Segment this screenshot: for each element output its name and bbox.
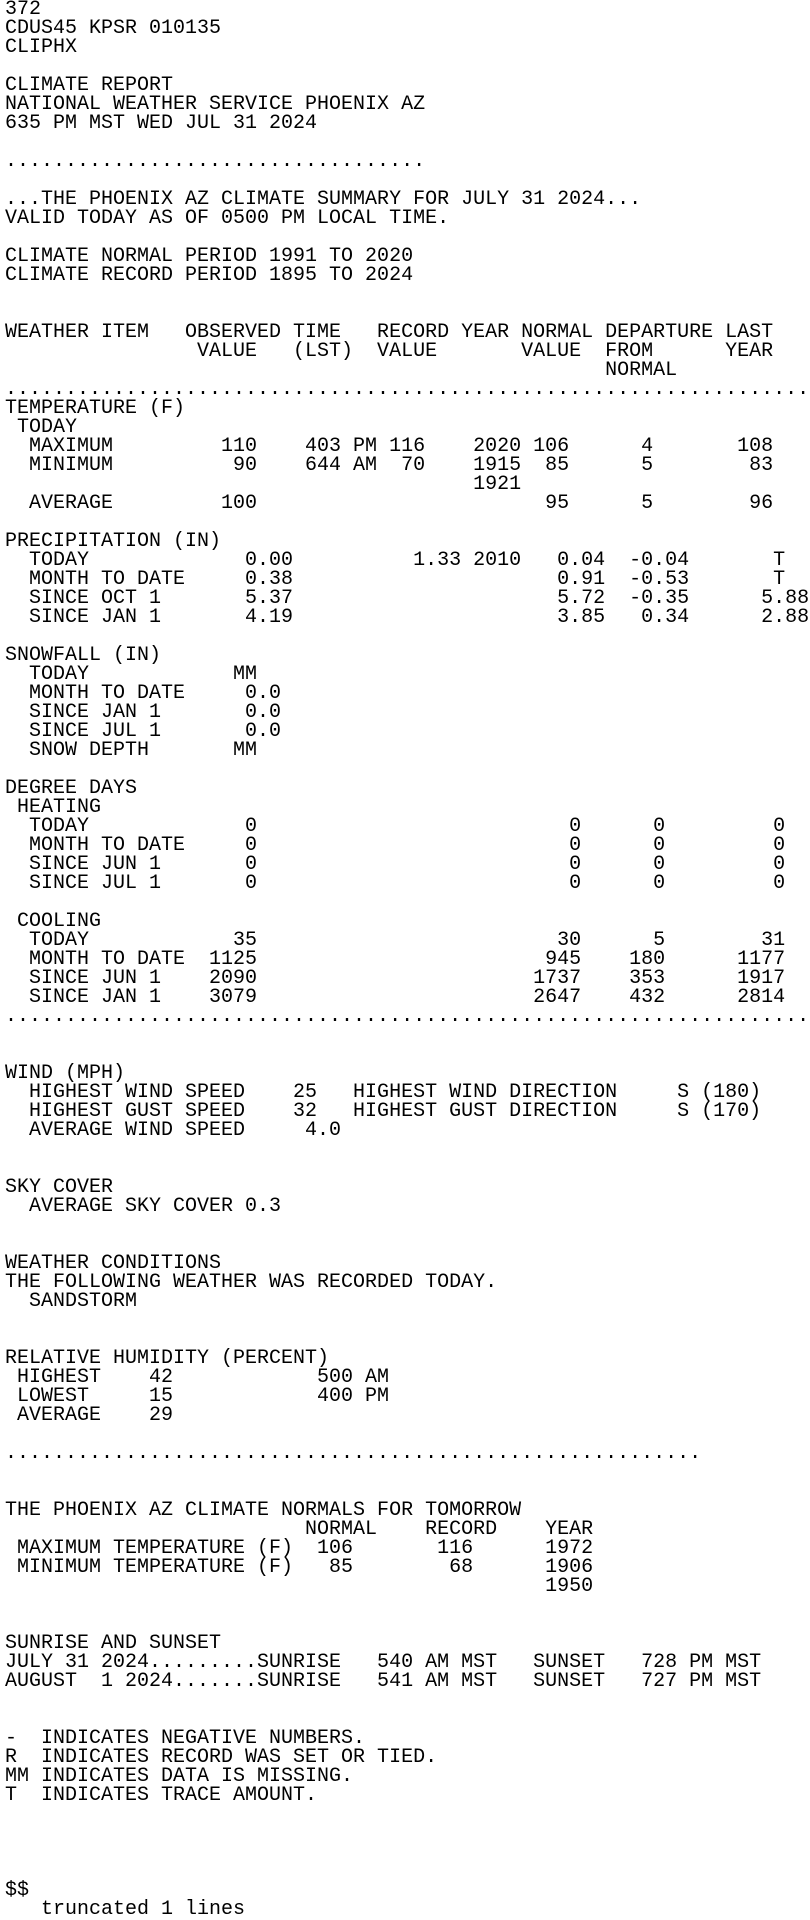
report-line: VALID TODAY AS OF 0500 PM LOCAL TIME. [5,207,450,230]
report-line: CLIPHX [5,36,78,59]
report-line: COOLING [5,910,102,933]
report-line: 1950 [5,1575,594,1598]
report-line: ................................................................... [5,378,810,401]
report-line: HIGHEST GUST SPEED 32 HIGHEST GUST DIRECTION S (170) [5,1100,762,1123]
report-line: SANDSTORM [5,1290,138,1313]
report-line: MAXIMUM TEMPERATURE (F) 106 116 1972 [5,1537,594,1560]
report-line: - INDICATES NEGATIVE NUMBERS. [5,1727,366,1750]
report-line: R INDICATES RECORD WAS SET OR TIED. [5,1746,438,1769]
report-line: AVERAGE SKY COVER 0.3 [5,1195,282,1218]
report-line: TODAY 0.00 1.33 2010 0.04 -0.04 T [5,549,786,572]
report-line: MONTH TO DATE 0 0 0 0 [5,834,786,857]
report-line: WIND (MPH) [5,1062,126,1085]
report-line: MONTH TO DATE 1125 945 180 1177 [5,948,786,971]
report-line: SNOW DEPTH MM [5,739,258,762]
report-line: .......................................................... [5,1442,702,1465]
report-line: ...THE PHOENIX AZ CLIMATE SUMMARY FOR JULY 31 2024... [5,188,642,211]
report-line: CLIMATE NORMAL PERIOD 1991 TO 2020 [5,245,414,268]
report-line: NATIONAL WEATHER SERVICE PHOENIX AZ [5,93,426,116]
report-line: MONTH TO DATE 0.0 [5,682,282,705]
report-line: SINCE JUL 1 0.0 [5,720,282,743]
report-line: RELATIVE HUMIDITY (PERCENT) [5,1347,330,1370]
report-line: SINCE JUL 1 0 0 0 0 [5,872,786,895]
report-line: SINCE JAN 1 0.0 [5,701,282,724]
report-line: PRECIPITATION (IN) [5,530,222,553]
report-line: HIGHEST 42 500 AM [5,1366,390,1389]
report-line: MAXIMUM 110 403 PM 116 2020 106 4 108 [5,435,774,458]
report-line: JULY 31 2024.........SUNRISE 540 AM MST SUNSET 728 PM MST [5,1651,762,1674]
report-line: TEMPERATURE (F) [5,397,186,420]
report-line: TODAY MM [5,663,258,686]
report-line: DEGREE DAYS [5,777,138,800]
report-line: AVERAGE 100 95 5 96 [5,492,774,515]
report-line: SINCE JUN 1 2090 1737 353 1917 [5,967,786,990]
report-line: AVERAGE WIND SPEED 4.0 [5,1119,342,1142]
report-line: TODAY [5,416,78,439]
report-line: THE FOLLOWING WEATHER WAS RECORDED TODAY. [5,1271,498,1294]
report-line: SUNRISE AND SUNSET [5,1632,222,1655]
report-line: T INDICATES TRACE AMOUNT. [5,1784,318,1807]
report-line: SNOWFALL (IN) [5,644,162,667]
report-line: truncated 1 lines [5,1898,246,1919]
report-line: 1921 [5,473,522,496]
report-line: VALUE (LST) VALUE VALUE FROM YEAR [5,340,774,363]
report-line: CLIMATE REPORT [5,74,174,97]
report-line: MINIMUM 90 644 AM 70 1915 85 5 83 [5,454,774,477]
report-line: ................................................................... [5,1005,810,1028]
report-line: CLIMATE RECORD PERIOD 1895 TO 2024 [5,264,414,287]
report-line: SINCE JAN 1 4.19 3.85 0.34 2.88 [5,606,810,629]
report-line: HIGHEST WIND SPEED 25 HIGHEST WIND DIRECTION S (180) [5,1081,762,1104]
report-line: NORMAL [5,359,678,382]
report-line: SINCE OCT 1 5.37 5.72 -0.35 5.88 [5,587,810,610]
report-line: SINCE JAN 1 3079 2647 432 2814 [5,986,786,1009]
report-line: MM INDICATES DATA IS MISSING. [5,1765,354,1788]
report-line: MONTH TO DATE 0.38 0.91 -0.53 T [5,568,786,591]
report-line: WEATHER CONDITIONS [5,1252,222,1275]
report-line: CDUS45 KPSR 010135 [5,17,222,40]
report-line: SINCE JUN 1 0 0 0 0 [5,853,786,876]
report-line: AVERAGE 29 [5,1404,174,1427]
report-line: SKY COVER [5,1176,114,1199]
report-line: MINIMUM TEMPERATURE (F) 85 68 1906 [5,1556,594,1579]
report-line: AUGUST 1 2024.......SUNRISE 541 AM MST SUNSET 727 PM MST [5,1670,762,1693]
report-line: TODAY 0 0 0 0 [5,815,786,838]
report-line: THE PHOENIX AZ CLIMATE NORMALS FOR TOMORROW [5,1499,522,1522]
report-line: 372 [5,0,42,21]
report-line: HEATING [5,796,102,819]
report-line: NORMAL RECORD YEAR [5,1518,594,1541]
report-line: ................................... [5,150,426,173]
report-line: LOWEST 15 400 PM [5,1385,390,1408]
report-line: $$ [5,1879,30,1902]
report-line: 635 PM MST WED JUL 31 2024 [5,112,318,135]
report-line: TODAY 35 30 5 31 [5,929,786,952]
report-line: WEATHER ITEM OBSERVED TIME RECORD YEAR NORMAL DEPARTURE LAST [5,321,774,344]
